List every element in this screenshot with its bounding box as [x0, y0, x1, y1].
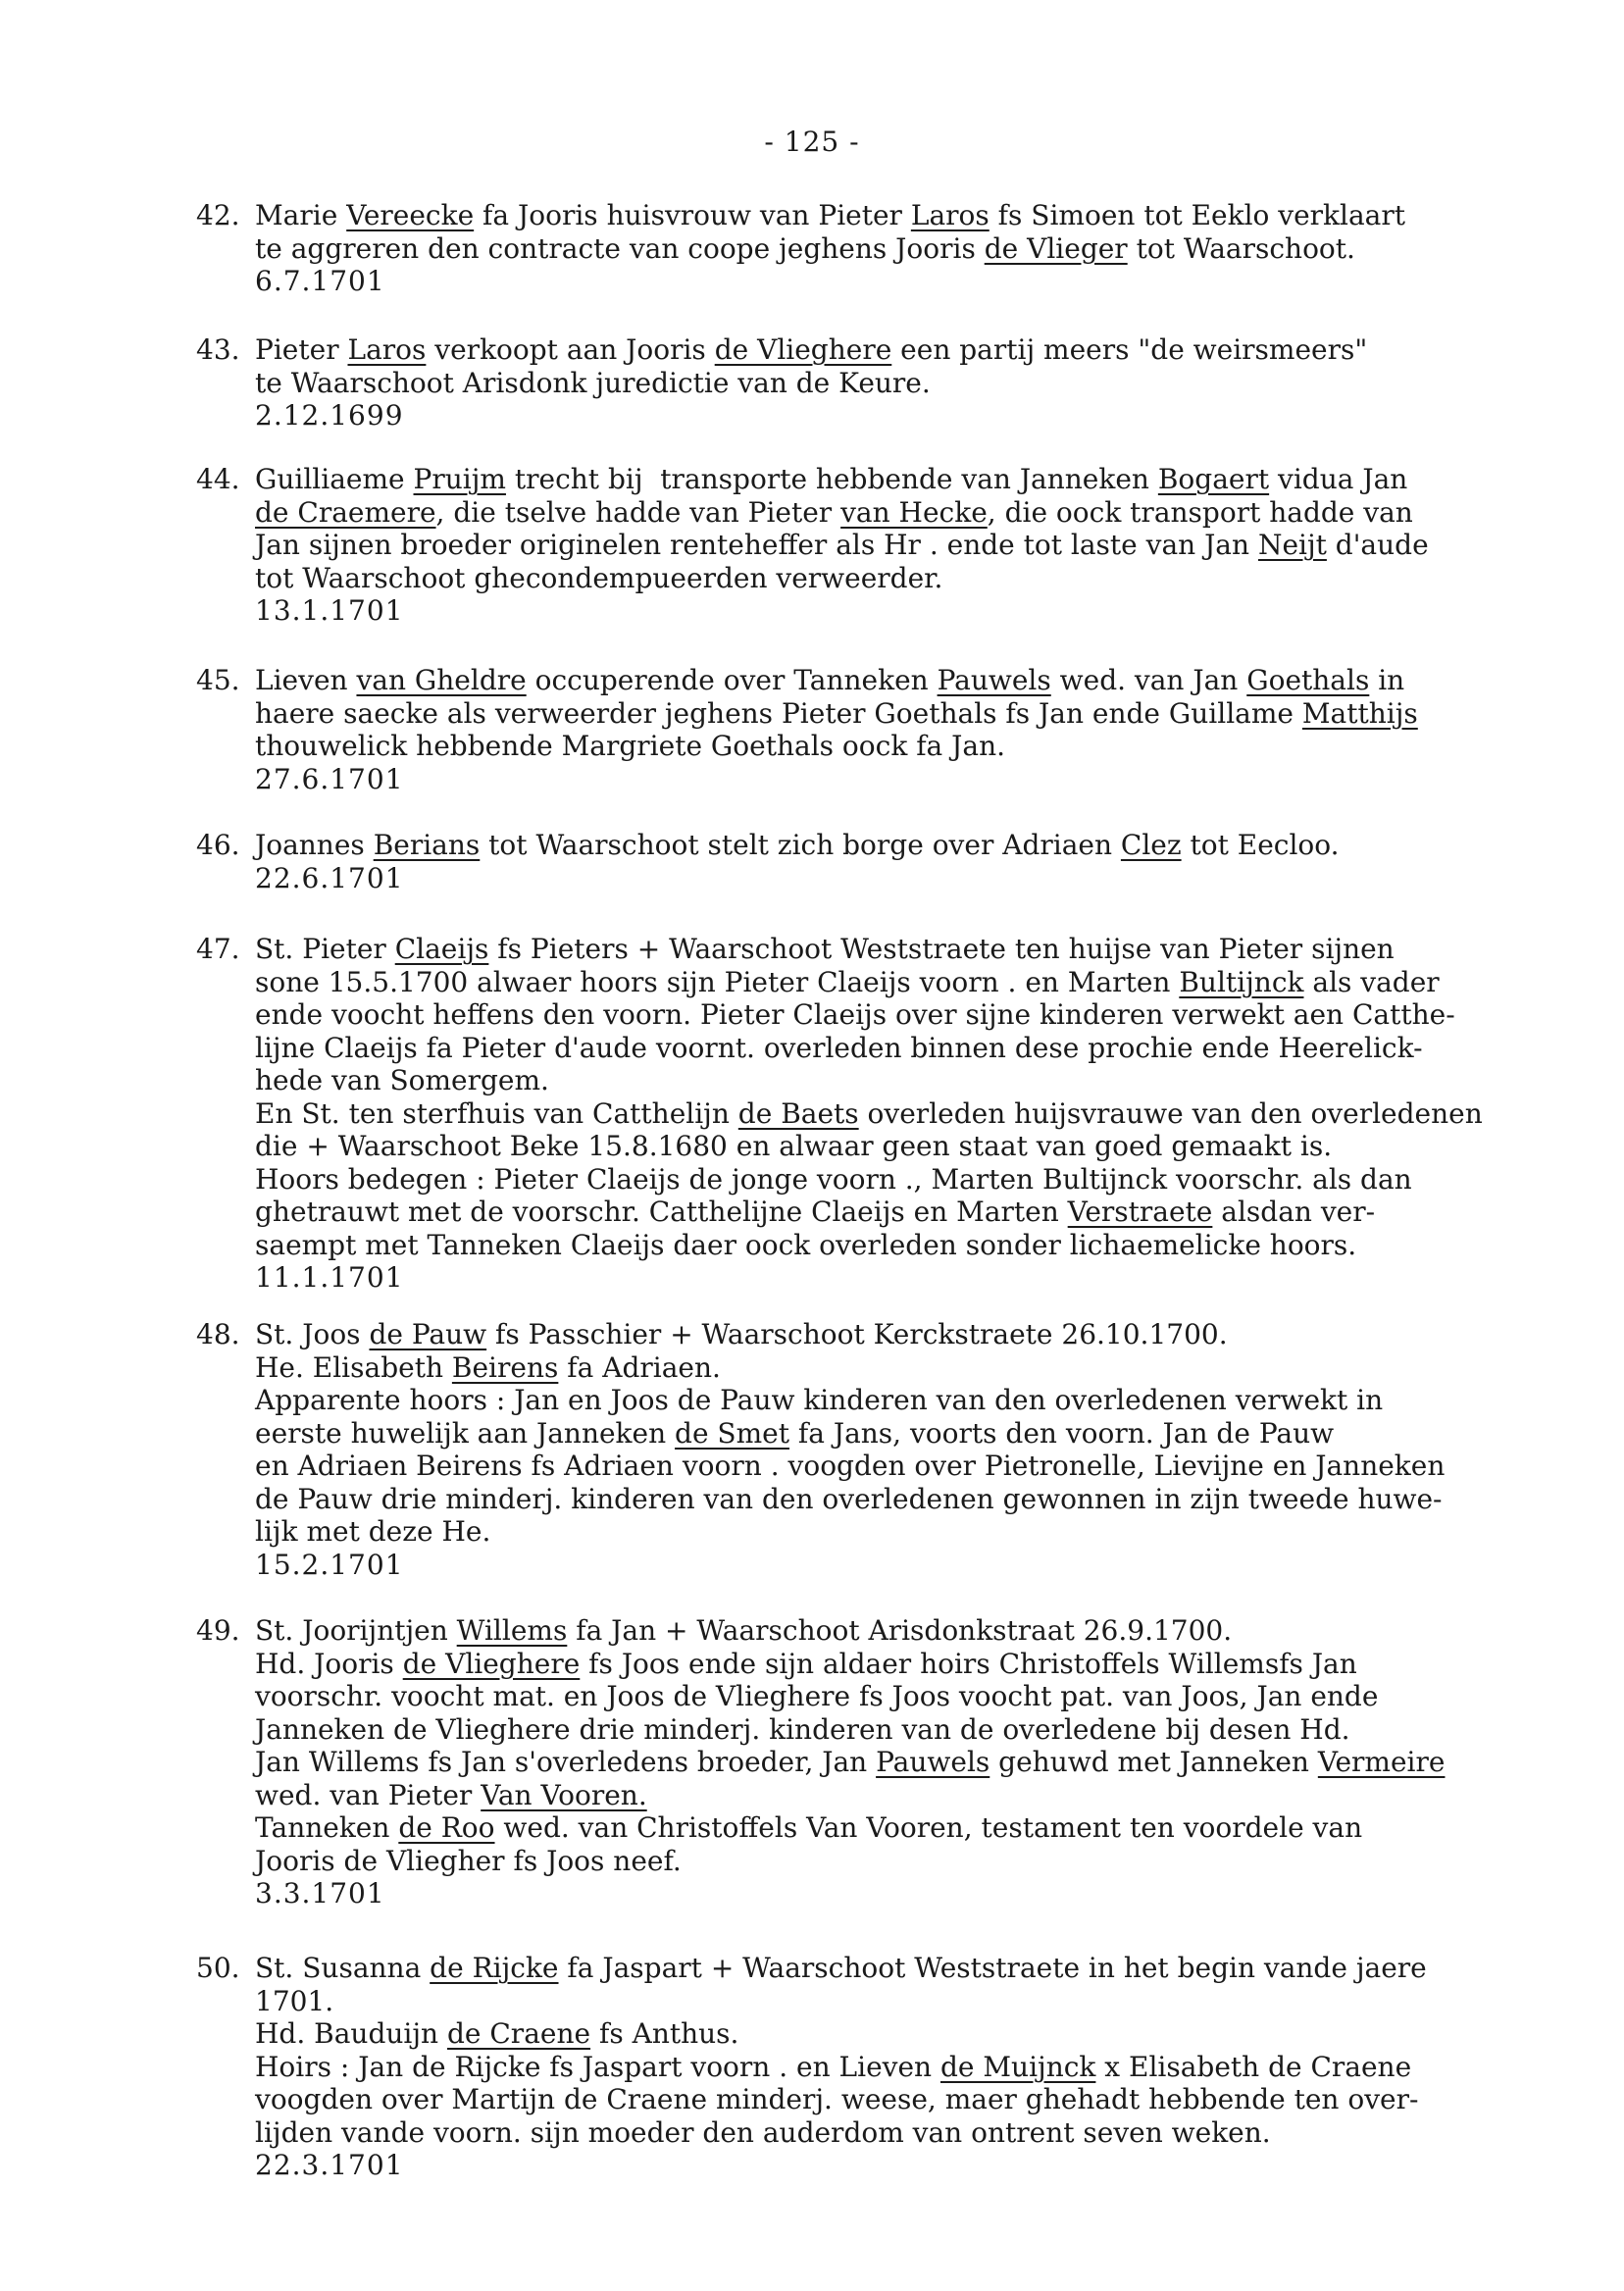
text-segment: verkoopt aan Jooris [426, 333, 715, 366]
entry-line [255, 1746, 1445, 1779]
text-segment: voogden over Martijn de Craene minderj. weese, maer ghehadt hebbende ten over- [255, 2083, 1419, 2115]
text-segment: te aggreren den contracte van coope jeghens Jooris [255, 231, 985, 265]
text-segment: alsdan ver- [1212, 1196, 1376, 1228]
entry-number: 46. [196, 829, 240, 861]
entry-line [255, 399, 1367, 433]
text-segment: Apparente hoors : Jan en Joos de Pauw kinderen van den overledenen verwekt in [255, 1384, 1384, 1416]
entry-line [255, 1384, 1445, 1417]
entry-line [255, 1648, 1445, 1681]
entry-line [255, 1549, 1445, 1582]
entry-line [255, 1163, 1483, 1196]
text-segment: in [1369, 664, 1405, 696]
entry-number: 43. [196, 333, 240, 366]
text-segment: 27.6.1701 [255, 762, 404, 795]
surname-underlined: de Pauw [369, 1318, 487, 1350]
surname-underlined: de Rijcke [430, 1952, 559, 1984]
text-segment: Joannes [255, 829, 374, 861]
entry-line [255, 1318, 1445, 1351]
text-segment: wed. van Pieter [255, 1778, 482, 1811]
surname-underlined: Laros [910, 199, 990, 231]
entry-text [255, 463, 1429, 628]
text-segment: als vader [1303, 965, 1440, 998]
entry-line [255, 594, 1429, 628]
surname-underlined: Pauwels [876, 1746, 990, 1778]
entry-line [255, 496, 1429, 530]
entry-line [255, 1450, 1445, 1483]
text-segment: en Adriaen Beirens fs Adriaen voorn . voogden over Pietronelle, Lievijne en Janneken [255, 1450, 1446, 1482]
entry-number: 44. [196, 463, 240, 495]
text-segment: St. Susanna [255, 1952, 431, 1984]
surname-underlined: Willems [456, 1614, 568, 1647]
surname-underlined: Pruijm [413, 463, 506, 495]
surname-underlined: van Hecke [840, 495, 988, 529]
surname-underlined: de Smet [675, 1416, 789, 1450]
text-segment: fa Jaspart + Waarschoot Weststraete in het begin vande jaere [558, 1952, 1427, 1984]
entry-line [255, 1614, 1445, 1648]
text-segment: tot Waarschoot stelt zich borge over Adriaen [480, 829, 1121, 861]
text-segment: fa Adriaen. [558, 1350, 721, 1384]
text-segment: fa Jans, voorts den voorn. Jan de Pauw [788, 1416, 1335, 1450]
text-segment: 3.3.1701 [255, 1877, 385, 1909]
text-segment: de Pauw drie minderj. kinderen van den overledenen gewonnen in zijn tweede huwe- [255, 1482, 1443, 1515]
text-segment: gehuwd met Janneken [990, 1746, 1318, 1778]
entry-line [255, 265, 1405, 298]
entry-line [255, 998, 1483, 1032]
entry-line [255, 199, 1405, 232]
text-segment: Hoirs : Jan de Rijcke fs Jaspart voorn . en Lieven [255, 2050, 940, 2083]
text-segment: eerste huwelijk aan Janneken [255, 1416, 676, 1450]
surname-underlined: de Baets [737, 1096, 859, 1130]
surname-underlined: Clez [1120, 829, 1182, 861]
entry-line [255, 1877, 1445, 1910]
text-segment: Hoors bedegen : Pieter Claeijs de jonge voorn ., Marten Bultijnck voorschr. als dan [255, 1162, 1412, 1196]
entry-line [255, 1064, 1483, 1097]
entry-line [255, 1680, 1445, 1713]
entry-text [255, 829, 1340, 894]
text-segment: 22.3.1701 [255, 2149, 404, 2181]
entry-text [255, 933, 1483, 1295]
text-segment: Jan sijnen broeder originelen renteheffer als Hr . ende tot laste van Jan [255, 529, 1258, 561]
entry-line [255, 1952, 1427, 1985]
text-segment: d'aude [1326, 529, 1429, 561]
surname-underlined: de Vlieghere [402, 1647, 581, 1680]
entry-line [255, 1196, 1483, 1229]
text-segment: hede van Somergem. [255, 1064, 549, 1096]
text-segment: lijne Claeijs fa Pieter d'aude voornt. overleden binnen dese prochie ende Heerelick- [255, 1031, 1423, 1064]
text-segment: die + Waarschoot Beke 15.8.1680 en alwaar geen staat van goed gemaakt is. [255, 1130, 1333, 1162]
text-segment: St. Joorijntjen [255, 1614, 457, 1647]
surname-underlined: van Gheldre [356, 664, 527, 696]
entry-line [255, 1985, 1427, 2018]
text-segment: Pieter [255, 333, 348, 366]
text-segment: Lieven [255, 664, 357, 696]
entry-number: 42. [196, 199, 240, 231]
entry-line [255, 2149, 1427, 2182]
text-segment: tot Waarschoot. [1127, 231, 1355, 265]
entry-line [255, 1845, 1445, 1878]
entry-line [255, 862, 1340, 895]
entry-line [255, 1483, 1445, 1516]
text-segment: 11.1.1701 [255, 1261, 404, 1294]
entry-number: 50. [196, 1952, 240, 1984]
entry-text [255, 1952, 1427, 2182]
surname-underlined: de Vlieger [984, 231, 1128, 265]
text-segment: wed. van Jan [1050, 664, 1247, 696]
text-segment: een partij meers "de weirsmeers" [891, 333, 1368, 366]
entry-text [255, 1614, 1445, 1910]
surname-underlined: Vereecke [346, 199, 475, 231]
entry-line [255, 232, 1405, 266]
text-segment: overleden huijsvrauwe van den overledenen [858, 1096, 1483, 1130]
text-segment: Jan Willems fs Jan s'overledens broeder, Jan [255, 1746, 877, 1778]
surname-underlined: de Roo [398, 1811, 495, 1844]
entry-line [255, 1097, 1483, 1131]
surname-underlined: Pauwels [937, 664, 1051, 696]
text-segment: , die tselve hadde van Pieter [435, 495, 841, 529]
entry-line [255, 933, 1483, 966]
entry-line [255, 664, 1418, 697]
entry-line [255, 1713, 1445, 1747]
text-segment: Tanneken [255, 1811, 399, 1844]
surname-underlined: Beirens [451, 1350, 559, 1384]
text-segment: En St. ten sterfhuis van Catthelijn [255, 1096, 738, 1130]
text-segment: thouwelick hebbende Margriete Goethals oock fa Jan. [255, 730, 1005, 762]
entry-line [255, 1417, 1445, 1451]
entry-line [255, 2116, 1427, 2150]
surname-underlined: Berians [373, 829, 481, 861]
text-segment: lijden vande voorn. sijn moeder den auderdom van ontrent seven weken. [255, 2115, 1271, 2149]
text-segment: fs Joos ende sijn aldaer hoirs Christoffels Willemsfs Jan [580, 1647, 1357, 1680]
text-segment: Janneken de Vlieghere drie minderj. kinderen van de overledene bij desen Hd. [255, 1712, 1350, 1746]
text-segment: fs Simoen tot Eeklo verklaart [989, 199, 1406, 231]
entry-line [255, 697, 1418, 731]
entry-line [255, 529, 1429, 562]
text-segment: lijk met deze He. [255, 1515, 491, 1548]
entry-line [255, 2083, 1427, 2116]
entry-number: 45. [196, 664, 240, 696]
text-segment: sone 15.5.1700 alwaer hoors sijn Pieter Claeijs voorn . en Marten [255, 965, 1180, 998]
surname-underlined: Bultijnck [1179, 965, 1304, 998]
text-segment: Jooris de Vliegher fs Joos neef. [255, 1844, 682, 1877]
surname-underlined: de Craene [446, 2017, 591, 2050]
entry-line [255, 763, 1418, 796]
entry-line [255, 367, 1367, 400]
text-segment: He. Elisabeth [255, 1350, 452, 1384]
text-segment: wed. van Christoffels Van Vooren, testament ten voordele van [494, 1811, 1363, 1844]
surname-underlined: Vermeire [1317, 1746, 1446, 1778]
text-segment: occuperende over Tanneken [526, 664, 938, 696]
entry-line [255, 1261, 1483, 1295]
entry-number: 49. [196, 1614, 240, 1647]
surname-underlined: Claeijs [394, 933, 489, 965]
text-segment: fs Anthus. [590, 2017, 739, 2050]
text-segment: fa Jooris huisvrouw van Pieter [474, 199, 911, 231]
text-segment: saempt met Tanneken Claeijs daer oock overleden sonder lichaemelicke hoors. [255, 1228, 1357, 1261]
entry-line [255, 829, 1340, 862]
entry-line [255, 562, 1429, 595]
entry-line [255, 463, 1429, 496]
text-segment: x Elisabeth de Craene [1095, 2050, 1412, 2083]
text-segment: 15.2.1701 [255, 1548, 404, 1581]
text-segment: voorschr. voocht mat. en Joos de Vlieghere fs Joos voocht pat. van Joos, Jan ende [255, 1680, 1379, 1712]
entry-text [255, 1318, 1445, 1581]
text-segment: St. Joos [255, 1318, 370, 1350]
text-segment: Hd. Bauduijn [255, 2017, 447, 2050]
surname-underlined: Goethals [1246, 664, 1370, 696]
text-segment: fs Passchier + Waarschoot Kerckstraete 26.10.1700. [486, 1318, 1228, 1350]
text-segment: trecht bij transporte hebbende van Janneken [505, 463, 1158, 495]
surname-underlined: Neijt [1257, 529, 1327, 561]
entry-line [255, 1032, 1483, 1065]
text-segment: St. Pieter [255, 933, 395, 965]
surname-underlined: Verstraete [1067, 1196, 1213, 1228]
text-segment: 13.1.1701 [255, 594, 404, 627]
entry-line [255, 2017, 1427, 2051]
entry-line [255, 1811, 1445, 1845]
text-segment: 6.7.1701 [255, 265, 385, 297]
surname-underlined: Matthijs [1301, 696, 1418, 730]
entry-line [255, 1229, 1483, 1262]
entry-number: 48. [196, 1318, 240, 1350]
text-segment: ende voocht heffens den voorn. Pieter Claeijs over sijne kinderen verwekt aen Catthe- [255, 998, 1455, 1031]
text-segment: tot Eecloo. [1181, 829, 1340, 861]
entry-line [255, 1515, 1445, 1549]
surname-underlined: Van Vooren. [481, 1778, 647, 1811]
text-segment: 2.12.1699 [255, 399, 404, 432]
text-segment: Marie [255, 199, 347, 231]
entry-line [255, 1351, 1445, 1385]
entry-line [255, 1130, 1483, 1163]
text-segment: ghetrauwt met de voorschr. Catthelijne Claeijs en Marten [255, 1196, 1068, 1228]
entry-number: 47. [196, 933, 240, 965]
entry-line [255, 1779, 1445, 1812]
entry-line [255, 2051, 1427, 2084]
entry-text [255, 333, 1367, 433]
entry-line [255, 333, 1367, 367]
text-segment: tot Waarschoot ghecondempueerden verweerder. [255, 561, 943, 594]
text-segment: Guilliaeme [255, 463, 414, 495]
text-segment: fa Jan + Waarschoot Arisdonkstraat 26.9.1700. [567, 1614, 1233, 1647]
entry-text [255, 199, 1405, 298]
surname-underlined: de Craemere [255, 495, 436, 529]
entry-line [255, 966, 1483, 999]
text-segment: 22.6.1701 [255, 861, 404, 894]
text-segment: fs Pieters + Waarschoot Weststraete ten huijse van Pieter sijnen [488, 933, 1395, 965]
text-segment: te Waarschoot Arisdonk juredictie van de Keure. [255, 366, 931, 399]
entry-line [255, 730, 1418, 763]
text-segment: vidua Jan [1269, 463, 1408, 495]
text-segment: haere saecke als verweerder jeghens Pieter Goethals fs Jan ende Guillame [255, 696, 1302, 730]
surname-underlined: de Muijnck [939, 2050, 1096, 2083]
text-segment: Hd. Jooris [255, 1647, 403, 1680]
surname-underlined: Bogaert [1157, 463, 1270, 495]
surname-underlined: de Vlieghere [714, 333, 892, 366]
page-number: - 125 - [764, 126, 860, 158]
text-segment: 1701. [255, 1984, 334, 2017]
surname-underlined: Laros [347, 333, 427, 366]
text-segment: , die oock transport hadde van [987, 495, 1413, 529]
entry-text [255, 664, 1418, 795]
